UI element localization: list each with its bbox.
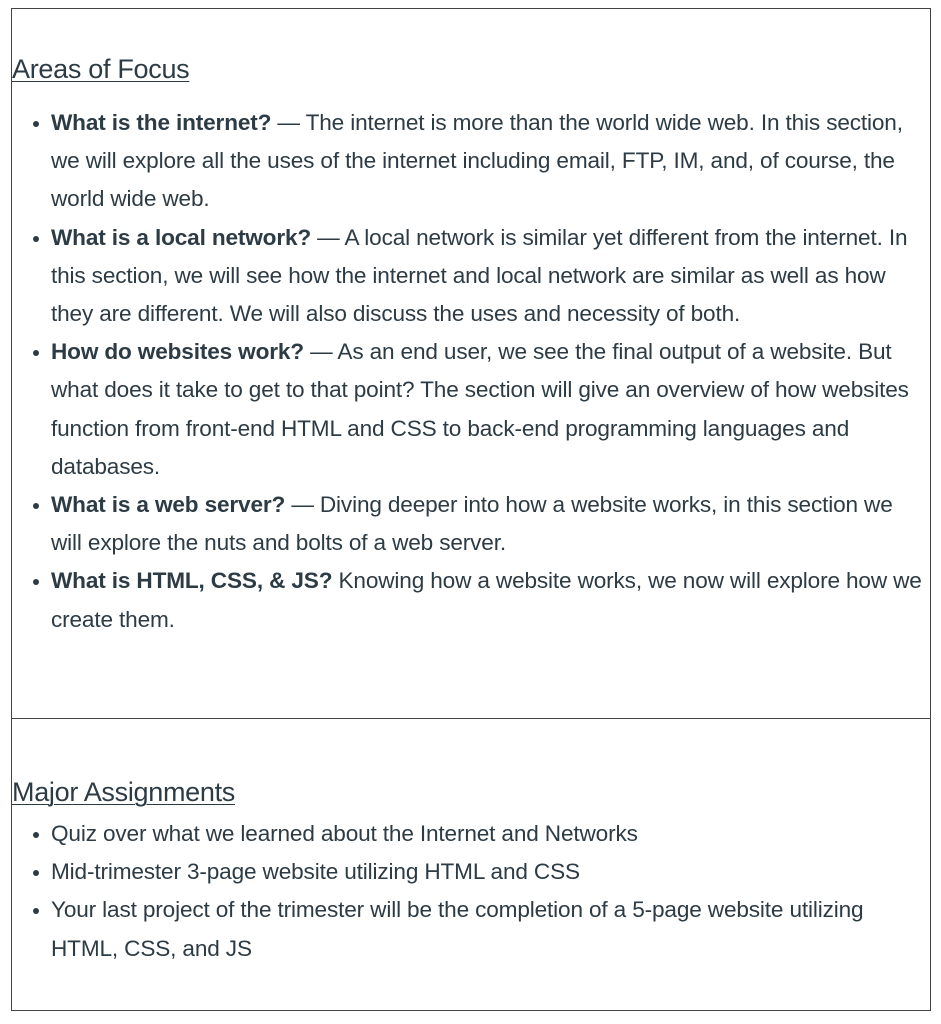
list-item-text: — The internet is more than the world wide web. In this section, we will explore all the uses of the internet including email, FTP, IM, and, of course, the world wide web. xyxy=(51,110,903,212)
list-item: Your last project of the trimester will be the completion of a 5-page website utilizing HTML, CSS, and JS xyxy=(51,891,929,967)
list-item-term: How do websites work? xyxy=(51,339,304,365)
list-item-term: What is HTML, CSS, & JS? xyxy=(51,568,333,594)
list-item-term: What is a web server? xyxy=(51,492,286,518)
list-item-text: — A local network is similar yet different from the internet. In this section, we will see how the internet and local network are similar as well as how they are different. We will also discuss the uses and necessity of both. xyxy=(51,224,908,327)
list-item: Mid-trimester 3-page website utilizing HTML and CSS xyxy=(51,853,929,891)
list-item-text: Knowing how a website works, we now will explore how we create them. xyxy=(51,568,922,632)
areas-of-focus-list xyxy=(11,104,929,639)
list-item-text: — Diving deeper into how a website works, in this section we will explore the nuts and bolts of a web server. xyxy=(51,492,893,556)
list-item-term: What is a local network? xyxy=(51,224,312,250)
list-item xyxy=(51,486,929,562)
list-item: Quiz over what we learned about the Internet and Networks xyxy=(51,815,929,853)
areas-of-focus-heading: Areas of Focus xyxy=(12,54,190,84)
list-item xyxy=(51,219,929,334)
major-assignments-heading: Major Assignments xyxy=(12,777,235,807)
list-item-term: What is the internet? xyxy=(51,110,272,135)
major-assignments-list xyxy=(11,815,929,968)
list-item xyxy=(51,562,929,638)
list-item-text: — As an end user, we see the final output of a website. But what does it take to get to that point? The section will give an overview of how websites function from front-end HTML and CSS to back-end programming languages and databases. xyxy=(51,339,909,479)
list-item xyxy=(51,104,929,219)
list-item xyxy=(51,333,929,486)
